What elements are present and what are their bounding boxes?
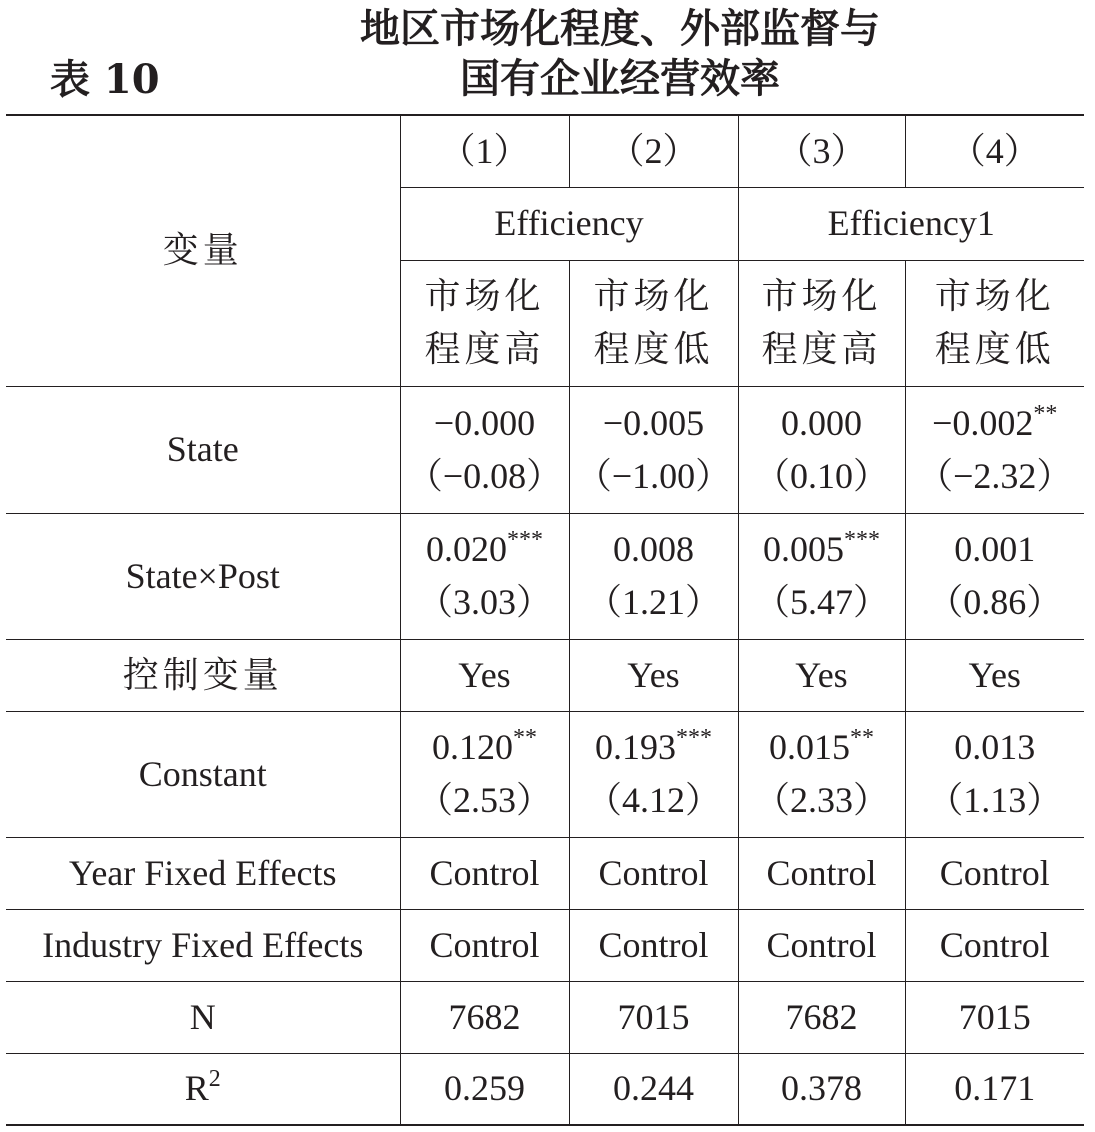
column-number: （3） [738, 116, 905, 187]
significance-stars: *** [844, 527, 880, 553]
significance-stars: *** [507, 527, 543, 553]
dependent-variable: Efficiency [400, 187, 738, 260]
value-cell: 0.378 [738, 1053, 905, 1124]
coef-value: −0.002 [932, 402, 1034, 443]
row-label-text: R [184, 1068, 209, 1109]
t-stat: （0.86） [927, 582, 1063, 622]
coef-value: 0.005 [763, 529, 844, 569]
value-cell: Yes [569, 639, 738, 711]
t-stat: （−2.32） [917, 455, 1073, 496]
table-row [6, 639, 1084, 711]
significance-stars: ** [513, 725, 537, 751]
column-number: （1） [400, 116, 569, 187]
table-title-line: 地区市场化程度、外部监督与 [360, 5, 880, 52]
coef-cell [905, 513, 1084, 639]
coef-cell [905, 711, 1084, 837]
group-label-line: 程度低 [593, 329, 714, 370]
t-stat: （−1.00） [575, 455, 732, 496]
value-cell: 7015 [569, 981, 738, 1053]
table-title [330, 4, 910, 104]
row-label [6, 1053, 400, 1124]
coef-cell [738, 711, 905, 837]
coef-cell [400, 386, 569, 513]
value-cell: Yes [400, 639, 569, 711]
row-label: Year Fixed Effects [6, 837, 400, 909]
regression-table [6, 116, 1084, 1124]
row-label: Constant [6, 711, 400, 837]
table-row [6, 837, 1084, 909]
table-caption [0, 0, 1095, 112]
table-row [6, 386, 1084, 513]
row-label: State×Post [6, 513, 400, 639]
coef-cell [905, 386, 1084, 513]
group-label [569, 260, 738, 386]
significance-stars: ** [1033, 400, 1058, 427]
bottom-rule [6, 1124, 1084, 1126]
group-label [738, 260, 905, 386]
table-row [6, 711, 1084, 837]
coef-value: 0.008 [613, 529, 694, 569]
table-title-line: 国有企业经营效率 [460, 55, 780, 102]
table-row [6, 909, 1084, 981]
coef-value: −0.005 [602, 402, 705, 443]
value-cell: Control [569, 909, 738, 981]
row-label: State [6, 386, 400, 513]
group-label-line: 程度高 [761, 329, 882, 370]
t-stat: （4.12） [585, 780, 721, 820]
dependent-variable: Efficiency1 [738, 187, 1084, 260]
significance-stars: *** [676, 725, 712, 751]
column-number: （2） [569, 116, 738, 187]
value-cell: Yes [905, 639, 1084, 711]
coef-value: 0.020 [426, 529, 507, 569]
t-stat: （1.21） [585, 582, 721, 622]
coef-value: 0.120 [432, 727, 513, 767]
t-stat: （0.10） [753, 455, 889, 496]
coef-value: 0.013 [954, 727, 1036, 767]
table-row [6, 1053, 1084, 1124]
row-label: N [6, 981, 400, 1053]
value-cell: 0.171 [905, 1053, 1084, 1124]
value-cell: Control [738, 909, 905, 981]
table-label: 表 10 [50, 56, 160, 103]
group-label-line: 市场化 [934, 276, 1055, 317]
t-stat: （5.47） [753, 582, 889, 622]
value-cell: 0.259 [400, 1053, 569, 1124]
row-label-superscript: 2 [208, 1066, 221, 1093]
t-stat: （−0.08） [406, 455, 563, 496]
coef-cell [569, 513, 738, 639]
header-row-columns [6, 116, 1084, 187]
coef-cell [738, 513, 905, 639]
value-cell: Control [905, 837, 1084, 909]
variable-header: 变量 [6, 116, 400, 386]
group-label-line: 市场化 [761, 276, 882, 317]
significance-stars: ** [850, 725, 874, 751]
t-stat: （2.53） [416, 780, 552, 820]
group-label [400, 260, 569, 386]
group-label-line: 市场化 [424, 276, 545, 317]
coef-value: 0.000 [781, 402, 862, 443]
value-cell: Control [569, 837, 738, 909]
t-stat: （2.33） [753, 780, 889, 820]
t-stat: （1.13） [927, 780, 1063, 820]
coef-value: 0.001 [954, 529, 1036, 569]
coef-cell [569, 711, 738, 837]
value-cell: 7015 [905, 981, 1084, 1053]
value-cell: 0.244 [569, 1053, 738, 1124]
t-stat: （3.03） [416, 582, 552, 622]
value-cell: Control [738, 837, 905, 909]
coef-value: −0.000 [433, 402, 536, 443]
coef-cell [738, 386, 905, 513]
group-label [905, 260, 1084, 386]
value-cell: Control [400, 909, 569, 981]
value-cell: Yes [738, 639, 905, 711]
coef-value: 0.015 [769, 727, 850, 767]
table-row [6, 981, 1084, 1053]
coef-cell [569, 386, 738, 513]
coef-cell [400, 711, 569, 837]
group-label-line: 市场化 [593, 276, 714, 317]
value-cell: Control [400, 837, 569, 909]
table-row [6, 513, 1084, 639]
value-cell: 7682 [738, 981, 905, 1053]
row-label: 控制变量 [6, 639, 400, 711]
group-label-line: 程度高 [424, 329, 545, 370]
column-number: （4） [905, 116, 1084, 187]
coef-value: 0.193 [595, 727, 676, 767]
value-cell: Control [905, 909, 1084, 981]
coef-cell [400, 513, 569, 639]
value-cell: 7682 [400, 981, 569, 1053]
row-label: Industry Fixed Effects [6, 909, 400, 981]
group-label-line: 程度低 [934, 329, 1055, 370]
